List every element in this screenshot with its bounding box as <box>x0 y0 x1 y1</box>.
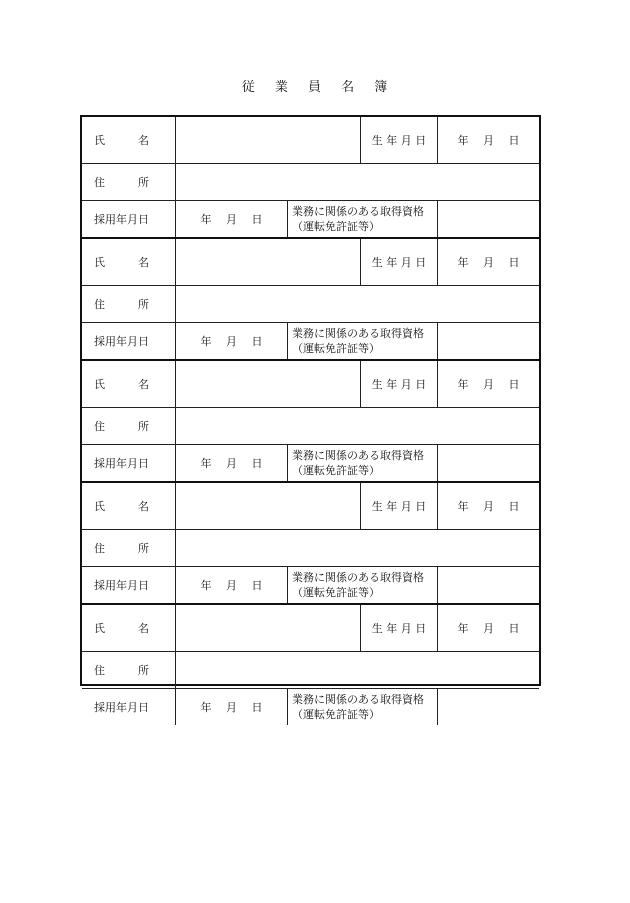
name-field[interactable] <box>175 605 360 651</box>
address-field[interactable] <box>175 652 539 688</box>
birth-date-field[interactable]: 年 月 日 <box>437 361 539 407</box>
qualification-field[interactable] <box>437 323 539 359</box>
address-field[interactable] <box>175 530 539 566</box>
address-label: 住 所 <box>94 419 149 433</box>
qualification-field[interactable] <box>437 445 539 481</box>
hire-date-field[interactable]: 年 月 日 <box>175 445 287 481</box>
name-row <box>82 483 539 529</box>
qualification-label <box>287 567 437 603</box>
name-row <box>82 117 539 163</box>
address-row <box>82 529 539 566</box>
address-field[interactable] <box>175 164 539 200</box>
address-row <box>82 163 539 200</box>
address-label: 住 所 <box>94 663 149 677</box>
name-label: 氏 名 <box>94 133 149 147</box>
address-row <box>82 651 539 688</box>
qualification-field[interactable] <box>437 689 539 725</box>
birth-date-field[interactable]: 年 月 日 <box>437 239 539 285</box>
employee-entry-4 <box>82 481 539 603</box>
birth-date-label: 生 年 月 日 <box>360 117 437 163</box>
hire-date-field[interactable]: 年 月 日 <box>175 567 287 603</box>
employee-register-table <box>80 115 541 721</box>
birth-date-label: 生 年 月 日 <box>360 605 437 651</box>
name-row <box>82 605 539 651</box>
hire-row <box>82 200 539 237</box>
birth-date-field[interactable]: 年 月 日 <box>437 117 539 163</box>
hire-row <box>82 444 539 481</box>
hire-date-label: 採用年月日 <box>94 700 149 714</box>
address-field[interactable] <box>175 408 539 444</box>
qualification-label <box>287 445 437 481</box>
name-label: 氏 名 <box>94 621 149 635</box>
address-label: 住 所 <box>94 175 149 189</box>
name-label: 氏 名 <box>94 255 149 269</box>
name-label: 氏 名 <box>94 499 149 513</box>
address-field[interactable] <box>175 286 539 322</box>
qualification-label-line1: 業務に関係のある取得資格 <box>292 327 424 340</box>
hire-date-field[interactable]: 年 月 日 <box>175 689 287 725</box>
address-label: 住 所 <box>94 541 149 555</box>
hire-row <box>82 688 539 725</box>
qualification-label-line2: （運転免許証等） <box>292 342 380 355</box>
name-field[interactable] <box>175 361 360 407</box>
qualification-label-line1: 業務に関係のある取得資格 <box>292 205 424 218</box>
name-field[interactable] <box>175 483 360 529</box>
qualification-label <box>287 323 437 359</box>
name-row <box>82 361 539 407</box>
hire-row <box>82 566 539 603</box>
qualification-field[interactable] <box>437 201 539 237</box>
qualification-label-line1: 業務に関係のある取得資格 <box>292 571 424 584</box>
qualification-label-line1: 業務に関係のある取得資格 <box>292 449 424 462</box>
hire-row <box>82 322 539 359</box>
hire-date-field[interactable]: 年 月 日 <box>175 323 287 359</box>
name-field[interactable] <box>175 117 360 163</box>
address-row <box>82 407 539 444</box>
address-row <box>82 285 539 322</box>
birth-date-label: 生 年 月 日 <box>360 361 437 407</box>
qualification-label-line2: （運転免許証等） <box>292 708 380 721</box>
birth-date-field[interactable]: 年 月 日 <box>437 605 539 651</box>
hire-date-label: 採用年月日 <box>94 212 149 226</box>
address-label: 住 所 <box>94 297 149 311</box>
name-row <box>82 239 539 285</box>
birth-date-label: 生 年 月 日 <box>360 239 437 285</box>
employee-entry-2 <box>82 237 539 359</box>
page-title: 従 業 員 名 簿 <box>241 80 389 95</box>
hire-date-label: 採用年月日 <box>94 456 149 470</box>
birth-date-label: 生 年 月 日 <box>360 483 437 529</box>
qualification-label-line2: （運転免許証等） <box>292 586 380 599</box>
qualification-label-line2: （運転免許証等） <box>292 464 380 477</box>
qualification-label <box>287 201 437 237</box>
qualification-label <box>287 689 437 725</box>
qualification-field[interactable] <box>437 567 539 603</box>
employee-entry-1 <box>82 117 539 237</box>
employee-entry-5 <box>82 603 539 725</box>
hire-date-label: 採用年月日 <box>94 334 149 348</box>
qualification-label-line1: 業務に関係のある取得資格 <box>292 693 424 706</box>
name-label: 氏 名 <box>94 377 149 391</box>
birth-date-field[interactable]: 年 月 日 <box>437 483 539 529</box>
name-field[interactable] <box>175 239 360 285</box>
hire-date-field[interactable]: 年 月 日 <box>175 201 287 237</box>
employee-entry-3 <box>82 359 539 481</box>
qualification-label-line2: （運転免許証等） <box>292 220 380 233</box>
hire-date-label: 採用年月日 <box>94 578 149 592</box>
